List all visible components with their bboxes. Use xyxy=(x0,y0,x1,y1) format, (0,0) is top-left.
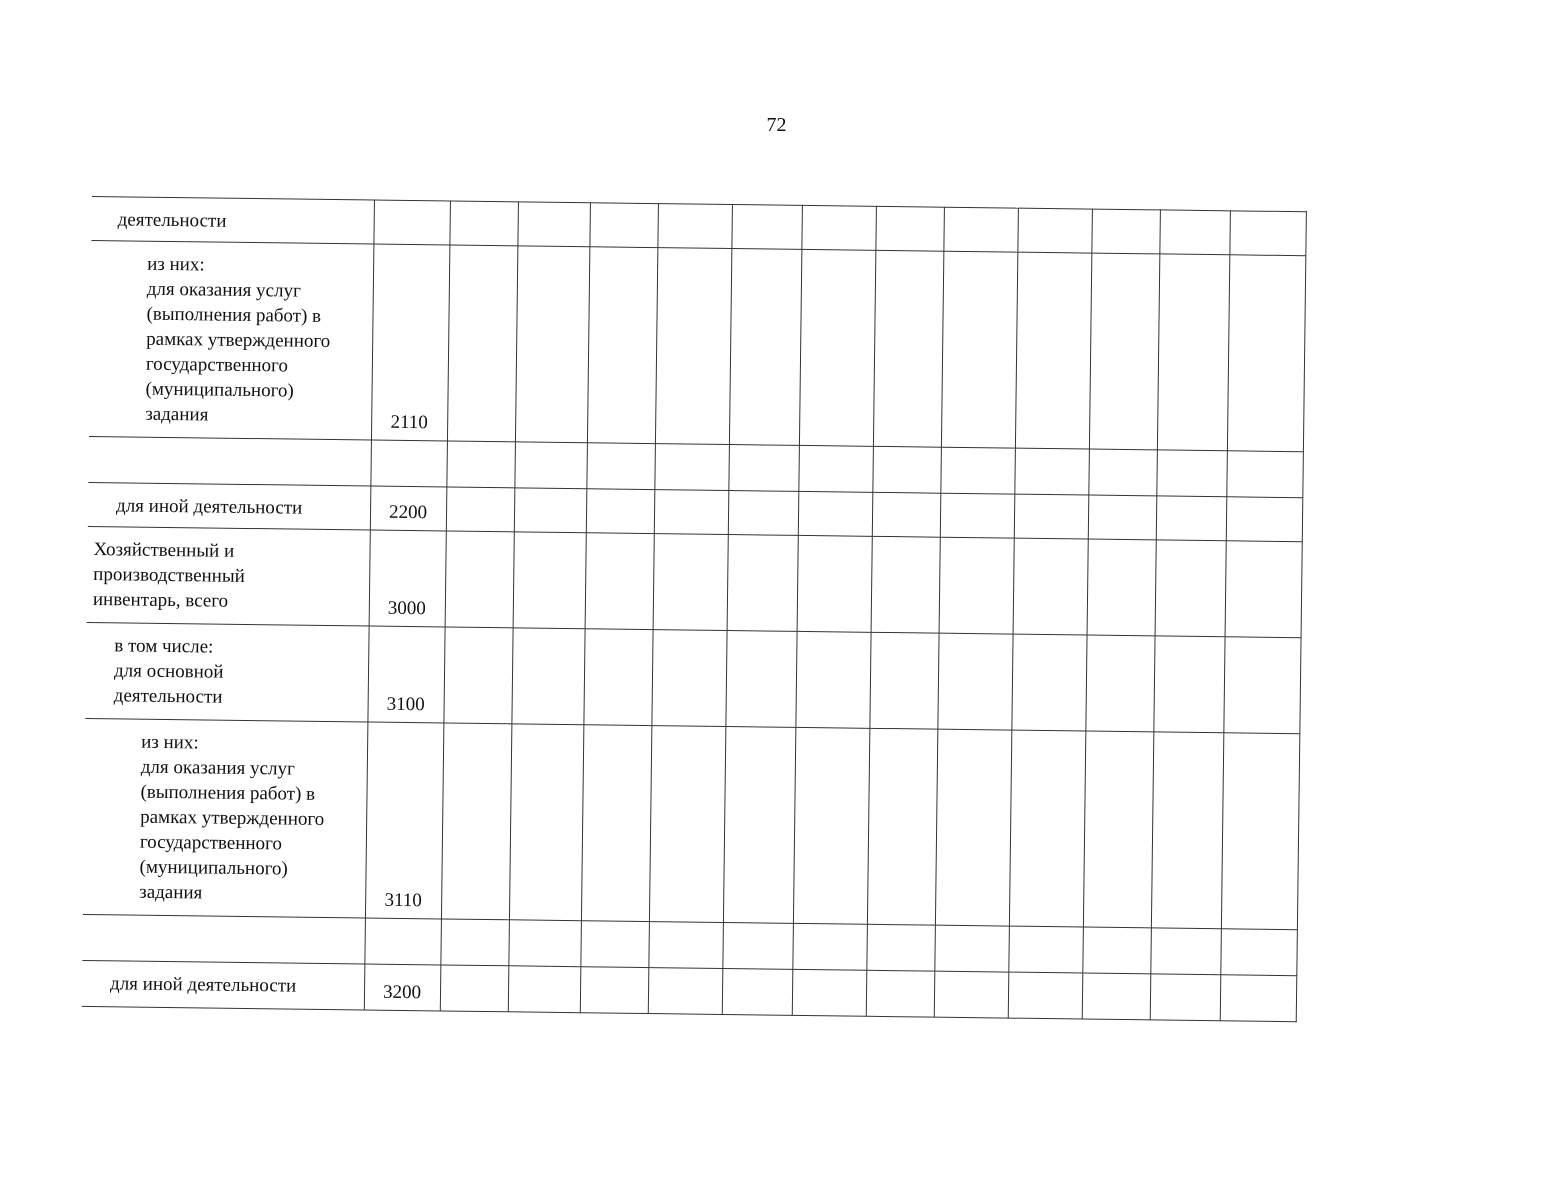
table-cell xyxy=(941,251,1017,448)
table-cell xyxy=(729,249,801,446)
table-cell xyxy=(1009,730,1085,927)
row-label xyxy=(83,915,365,935)
row-code: 2200 xyxy=(388,501,428,524)
row-code: 3100 xyxy=(386,693,425,716)
table-cell xyxy=(722,922,793,969)
table-cell xyxy=(1083,731,1153,928)
row-label-cell xyxy=(83,718,367,918)
table-cell xyxy=(585,533,654,630)
table-cell xyxy=(1089,253,1159,450)
row-code: 2110 xyxy=(390,411,428,434)
row-label: из них: для оказания услуг (выполнения работ) в рамках утвержденного государственного (муниципального) задания xyxy=(145,253,331,426)
table-cell xyxy=(940,447,1015,494)
table-cell xyxy=(1150,974,1221,1021)
table-cell xyxy=(792,923,867,970)
table-cell xyxy=(580,921,649,968)
table-cell xyxy=(1223,637,1300,734)
table-cell xyxy=(939,537,1014,634)
table-cell xyxy=(440,965,509,1012)
table-cell xyxy=(508,966,581,1013)
row-code-cell xyxy=(365,722,443,919)
table-cell xyxy=(514,442,587,489)
table-cell xyxy=(798,491,873,536)
table-cell xyxy=(723,727,795,924)
table-cell xyxy=(648,922,723,969)
table-row xyxy=(89,240,1305,451)
table-cell xyxy=(657,204,732,249)
row-label xyxy=(89,437,371,457)
table-cell xyxy=(515,246,589,443)
table-cell xyxy=(445,531,514,628)
row-code-cell xyxy=(373,200,450,245)
table-cell xyxy=(722,968,793,1015)
table-cell xyxy=(443,627,512,724)
row-label-cell xyxy=(88,482,371,530)
row-code: 3200 xyxy=(382,981,422,1004)
table-cell xyxy=(446,441,515,488)
row-label: деятельности xyxy=(117,209,227,232)
row-code-cell xyxy=(364,918,441,965)
table-cell xyxy=(1220,975,1297,1022)
table-cell xyxy=(580,967,649,1014)
row-code: 3000 xyxy=(387,597,426,620)
table-cell xyxy=(795,631,870,728)
table-cell xyxy=(1008,972,1083,1019)
table-cell xyxy=(581,725,651,922)
table-cell xyxy=(1226,451,1303,498)
row-label-cell xyxy=(82,914,365,964)
table-cell xyxy=(1150,928,1221,975)
row-label-cell xyxy=(88,436,371,486)
row-label: Хозяйственный и производственный инвентарь, всего xyxy=(92,539,245,612)
table-cell xyxy=(514,488,587,533)
table-cell xyxy=(653,534,728,631)
table-row xyxy=(85,622,1300,733)
table-row xyxy=(87,526,1302,637)
table-cell xyxy=(649,726,725,923)
table-cell xyxy=(440,919,509,966)
table-cell xyxy=(1157,254,1229,451)
row-code-cell xyxy=(370,486,447,531)
table-cell xyxy=(449,201,518,246)
table-cell xyxy=(1008,926,1083,973)
row-label-cell xyxy=(82,960,365,1010)
table-cell xyxy=(798,445,873,492)
table-cell xyxy=(1091,209,1160,254)
table-cell xyxy=(654,444,729,491)
table-cell xyxy=(586,443,655,490)
table-cell xyxy=(866,924,935,971)
table-cell xyxy=(728,445,799,492)
table-cell xyxy=(731,205,802,250)
table-cell xyxy=(1017,208,1092,253)
table-cell xyxy=(1088,495,1157,540)
table-cell xyxy=(1014,494,1089,539)
row-label-cell xyxy=(89,240,373,440)
table-cell xyxy=(509,724,583,921)
table-cell xyxy=(872,492,941,537)
table-cell xyxy=(589,203,658,248)
table-cell xyxy=(937,633,1012,730)
table-cell xyxy=(517,202,590,247)
row-label: для иной деятельности xyxy=(109,973,297,997)
table-cell xyxy=(867,728,937,925)
table-row xyxy=(83,718,1299,929)
table-cell xyxy=(725,631,796,728)
table-cell xyxy=(873,250,943,447)
row-code-cell xyxy=(371,244,449,441)
table-cell xyxy=(1014,448,1089,495)
table-cell xyxy=(1229,211,1306,256)
table-cell xyxy=(943,207,1018,252)
table-cell xyxy=(797,535,872,632)
table-cell xyxy=(586,489,655,534)
table-cell xyxy=(935,729,1011,926)
row-label-cell xyxy=(91,196,374,244)
table-cell xyxy=(940,493,1015,538)
table-cell xyxy=(1013,538,1088,635)
table-cell xyxy=(869,632,938,729)
form-table-container xyxy=(82,196,1306,1022)
table-cell xyxy=(1226,497,1303,542)
table-cell xyxy=(872,446,941,493)
table-cell xyxy=(875,206,944,251)
table-cell xyxy=(446,487,515,532)
table-cell xyxy=(866,970,935,1017)
row-code-cell xyxy=(367,626,444,723)
row-code-cell xyxy=(369,530,446,627)
row-label: в том числе: для основной деятельности xyxy=(113,635,224,708)
form-table xyxy=(82,196,1307,1022)
table-cell xyxy=(587,247,657,444)
row-code: 3110 xyxy=(384,889,422,912)
table-cell xyxy=(1153,636,1224,733)
table-cell xyxy=(1221,733,1299,930)
table-cell xyxy=(934,925,1009,972)
table-cell xyxy=(1082,927,1151,974)
table-cell xyxy=(727,535,798,632)
table-cell xyxy=(1085,635,1154,732)
table-cell xyxy=(508,920,581,967)
table-cell xyxy=(655,248,731,445)
table-cell xyxy=(793,727,869,924)
table-cell xyxy=(934,971,1009,1018)
table-cell xyxy=(654,490,729,535)
table-cell xyxy=(1151,732,1223,929)
table-cell xyxy=(447,245,517,442)
table-cell xyxy=(1011,634,1086,731)
table-cell xyxy=(801,205,876,250)
table-cell xyxy=(583,629,652,726)
table-cell xyxy=(511,628,584,725)
table-cell xyxy=(792,969,867,1016)
table-cell xyxy=(871,536,940,633)
table-body xyxy=(82,196,1306,1021)
row-code-cell xyxy=(364,964,441,1011)
table-cell xyxy=(1156,496,1227,541)
table-cell xyxy=(1088,449,1157,496)
row-label: для иной деятельности xyxy=(115,495,303,519)
table-cell xyxy=(799,249,875,446)
table-cell xyxy=(1156,450,1227,497)
row-label: из них: для оказания услуг (выполнения работ) в рамках утвержденного государственного (муниципального) задания xyxy=(139,731,325,904)
row-code-cell xyxy=(370,440,447,487)
table-cell xyxy=(1227,255,1305,452)
table-cell xyxy=(648,968,723,1015)
row-label-cell xyxy=(87,526,370,626)
page-number: 72 xyxy=(766,114,787,136)
table-cell xyxy=(1220,929,1297,976)
table-cell xyxy=(1225,541,1302,638)
table-cell xyxy=(1155,540,1226,637)
row-label-cell xyxy=(85,622,368,722)
table-cell xyxy=(441,723,511,920)
table-cell xyxy=(651,630,726,727)
table-cell xyxy=(1082,973,1151,1020)
table-cell xyxy=(1159,210,1230,255)
table-cell xyxy=(1015,252,1091,449)
table-cell xyxy=(513,532,586,629)
table-cell xyxy=(1087,539,1156,636)
table-cell xyxy=(728,491,799,536)
